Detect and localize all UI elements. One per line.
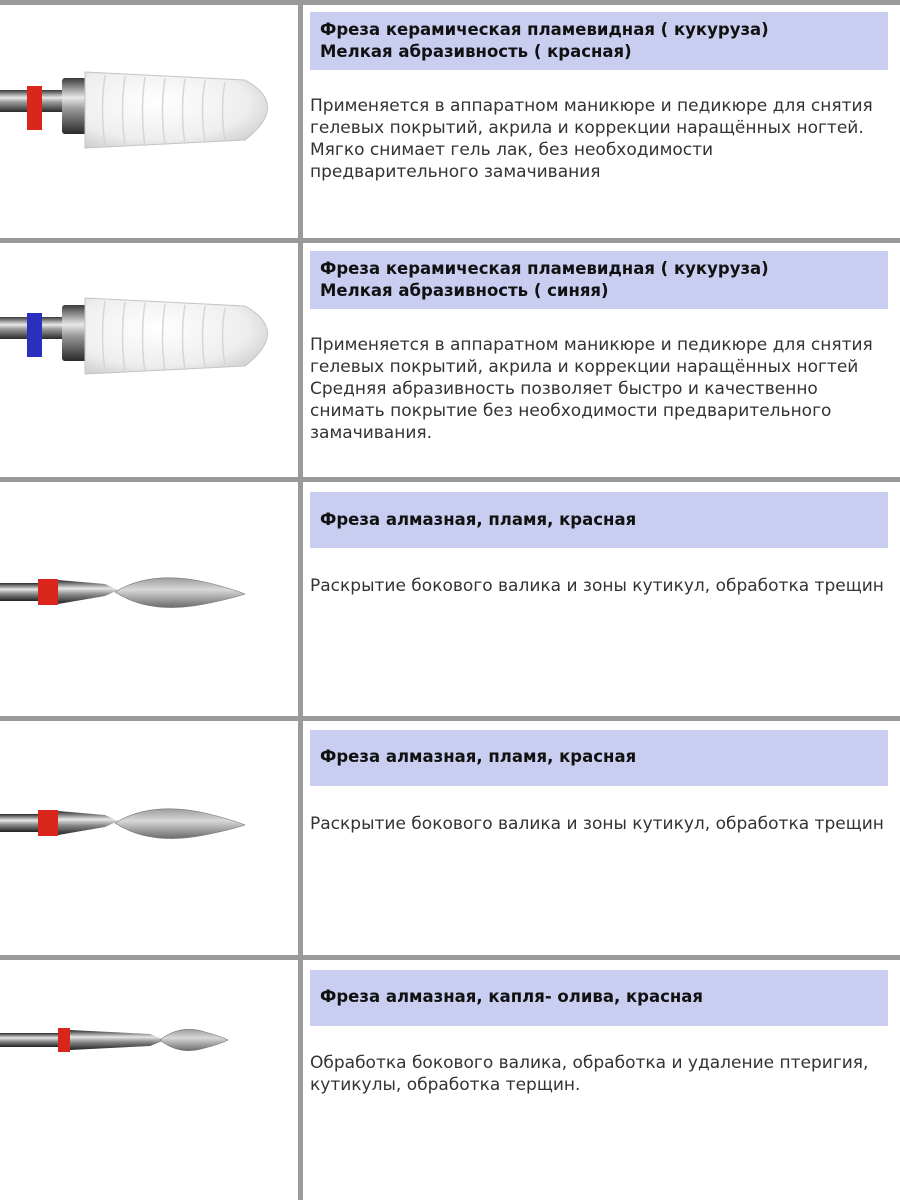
product-title-line: Мелкая абразивность ( красная) bbox=[320, 42, 632, 61]
product-title-line: Фреза керамическая пламевидная ( кукуруза) bbox=[320, 259, 769, 278]
table-row bbox=[0, 960, 900, 1200]
description-line: Раскрытие бокового валика и зоны кутикул, обработка трещин bbox=[310, 814, 884, 834]
table-row bbox=[0, 0, 900, 238]
bit-image-ceramic-red bbox=[0, 0, 298, 238]
description-line: замачивания. bbox=[310, 423, 433, 443]
description-line: гелевых покрытий, акрила и коррекции наращённых ногтей. bbox=[310, 118, 864, 138]
description-line: Раскрытие бокового валика и зоны кутикул, обработка трещин bbox=[310, 576, 884, 596]
table-row bbox=[0, 482, 900, 716]
product-description bbox=[310, 1052, 900, 1096]
product-title bbox=[310, 251, 888, 309]
bit-image-diamond-flame bbox=[0, 721, 298, 955]
product-title-line: Фреза алмазная, пламя, красная bbox=[320, 747, 637, 766]
table-row bbox=[0, 243, 900, 477]
product-title-line: Мелкая абразивность ( синяя) bbox=[320, 281, 609, 300]
product-title bbox=[310, 492, 888, 548]
product-title-line: Фреза алмазная, капля- олива, красная bbox=[320, 987, 704, 1006]
description-line: Применяется в аппаратном маникюре и педикюре для снятия bbox=[310, 335, 873, 355]
description-line: снимать покрытие без необходимости предварительного bbox=[310, 401, 832, 421]
description-line: Обработка бокового валика, обработка и удаление птеригия, bbox=[310, 1053, 869, 1073]
description-line: предварительного замачивания bbox=[310, 162, 601, 182]
description-line: Мягко снимает гель лак, без необходимости bbox=[310, 140, 714, 160]
bit-image-ceramic-blue bbox=[0, 243, 298, 477]
product-title bbox=[310, 970, 888, 1026]
product-description bbox=[310, 334, 900, 444]
product-title bbox=[310, 730, 888, 786]
table-row bbox=[0, 721, 900, 955]
bit-image-diamond-drop bbox=[0, 960, 298, 1200]
product-description bbox=[310, 575, 900, 597]
description-line: гелевых покрытий, акрила и коррекции наращённых ногтей bbox=[310, 357, 859, 377]
product-title-line: Фреза керамическая пламевидная ( кукуруза) bbox=[320, 20, 769, 39]
product-description bbox=[310, 95, 900, 183]
description-line: Средняя абразивность позволяет быстро и качественно bbox=[310, 379, 818, 399]
product-title-line: Фреза алмазная, пламя, красная bbox=[320, 510, 637, 529]
description-line: кутикулы, обработка терщин. bbox=[310, 1075, 581, 1095]
bit-image-diamond-flame bbox=[0, 482, 298, 716]
description-line: Применяется в аппаратном маникюре и педикюре для снятия bbox=[310, 96, 873, 116]
product-title bbox=[310, 12, 888, 70]
product-description bbox=[310, 813, 900, 835]
